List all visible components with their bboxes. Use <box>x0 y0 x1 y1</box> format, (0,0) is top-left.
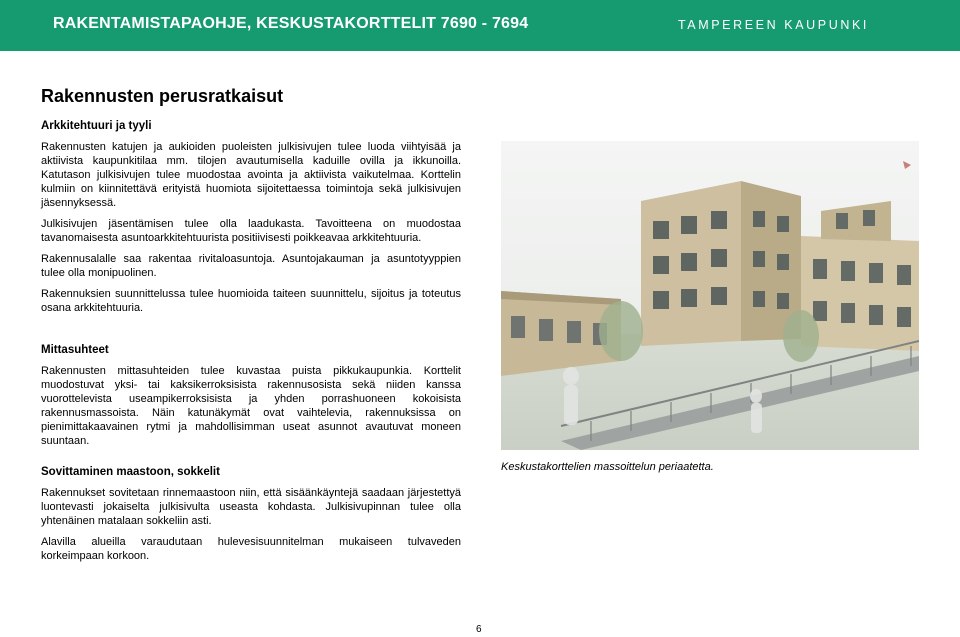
page-header <box>0 0 960 51</box>
architectural-rendering-image <box>501 141 919 450</box>
page-number: 6 <box>476 624 482 635</box>
paragraph: Rakennusten mittasuhteiden tulee kuvastaa puista pikkukaupunkia. Korttelit muodostuvat yksi- tai kaksikerroksisista rakennusosista sekä niiden kanssa vuorottelevista useampikerroksisista ja yhden porrashuoneen kokoisista rakennusmassoista. Näin katunäkymät ovat vaihtelevia, rakennuksissa on pienimittakaavainen rytmi ja mahdollisimman useat asunnot avautuvat moneen suuntaan. <box>41 365 461 447</box>
paragraph: Rakennukset sovitetaan rinnemaastoon niin, että sisäänkäyntejä saadaan järjestettyä luontevasti jokaiselta julkisivulta useasta kohdasta. Julkisivupinnan tulee olla yhtenäinen matalaan sokkeliin asti. <box>41 487 461 527</box>
paragraph: Rakennusten katujen ja aukioiden puoleisten julkisivujen tulee luoda viihtyisää ja aktiivista kaupunkitilaa mm. tilojen avautumisella kaduille ovilla ja ikkunoilla. Katutason julkisivujen tulee muodostaa avointa ja aktiivista vaikutelmaa. Korttelin kulmiin on kiinnitettävä erityistä huomiota sijoitettaessa toimintoja sekä julkisivujen jäsennyksessä. <box>41 141 461 209</box>
document-title: RAKENTAMISTAPAOHJE, KESKUSTAKORTTELIT 7690 - 7694 <box>53 15 529 32</box>
section-heading-architecture: Arkkitehtuuri ja tyyli <box>41 120 152 132</box>
section-heading-terrain: Sovittaminen maastoon, sokkelit <box>41 466 220 478</box>
city-name: TAMPEREEN KAUPUNKI <box>677 18 869 32</box>
paragraph: Rakennuksien suunnittelussa tulee huomioida taiteen suunnittelu, sijoitus ja toteutus osana arkkitehtuuria. <box>41 288 461 314</box>
text-column <box>41 119 461 570</box>
paragraph: Alavilla alueilla varaudutaan hulevesisuunnitelman mukaiseen tulvaveden korkeimpaan korkoon. <box>41 536 461 562</box>
section-heading-proportions: Mittasuhteet <box>41 344 109 356</box>
page-title: Rakennusten perusratkaisut <box>41 86 284 106</box>
paragraph: Julkisivujen jäsentämisen tulee olla laadukasta. Tavoitteena on muodostaa tavanomaisesta asuntoarkkitehtuurista positiivisesti poikkeavaa arkkitehtuuria. <box>41 218 461 244</box>
figure-caption: Keskustakorttelien massoittelun periaatetta. <box>501 461 714 473</box>
paragraph: Rakennusalalle saa rakentaa rivitaloasuntoja. Asuntojakauman ja asuntotyyppien tulee olla monipuolinen. <box>41 253 461 279</box>
